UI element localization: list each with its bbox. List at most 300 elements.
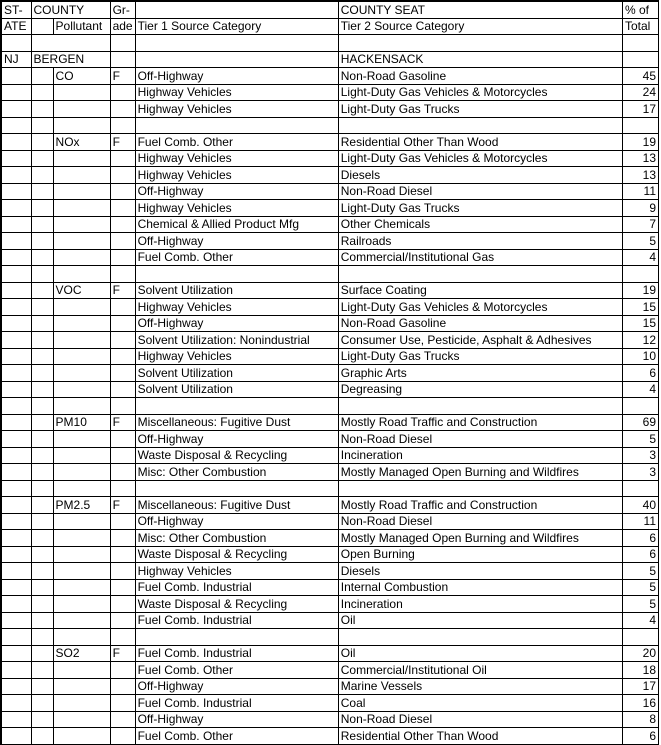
empty-cell	[31, 563, 53, 580]
tier1-cell: Solvent Utilization	[135, 365, 338, 382]
data-row	[1, 563, 659, 580]
tier1-cell: Fuel Comb. Industrial	[135, 612, 338, 629]
empty-cell	[53, 530, 110, 547]
data-row	[1, 530, 659, 547]
empty-cell	[31, 200, 53, 217]
tier1-cell: Off-Highway	[135, 678, 338, 695]
tier2-cell: Incineration	[338, 596, 622, 613]
empty-cell	[53, 365, 110, 382]
empty-cell	[110, 563, 135, 580]
header-state-top: ST-	[1, 1, 31, 18]
empty-cell	[110, 513, 135, 530]
percent-cell: 11	[622, 183, 658, 200]
empty-cell	[1, 282, 31, 299]
empty-cell	[1, 35, 31, 52]
percent-cell: 69	[622, 414, 658, 431]
empty-cell	[53, 447, 110, 464]
empty-cell	[1, 678, 31, 695]
data-row	[1, 645, 659, 662]
empty-cell	[31, 365, 53, 382]
state-cell: NJ	[1, 51, 31, 68]
tier2-cell: Graphic Arts	[338, 365, 622, 382]
empty-cell	[110, 51, 135, 68]
tier2-cell: Residential Other Than Wood	[338, 728, 622, 745]
percent-cell: 9	[622, 200, 658, 217]
empty-cell	[53, 233, 110, 250]
empty-cell	[1, 117, 31, 134]
percent-cell: 18	[622, 662, 658, 679]
location-row	[1, 51, 659, 68]
pollutant-cell: VOC	[53, 282, 110, 299]
data-row	[1, 497, 659, 514]
empty-cell	[53, 711, 110, 728]
header-pollutant: Pollutant	[53, 18, 110, 35]
empty-cell	[53, 348, 110, 365]
tier1-cell: Highway Vehicles	[135, 563, 338, 580]
empty-cell	[53, 315, 110, 332]
empty-cell	[110, 315, 135, 332]
percent-cell: 20	[622, 645, 658, 662]
empty-cell	[110, 84, 135, 101]
empty-cell	[53, 629, 110, 646]
tier2-cell: Diesels	[338, 563, 622, 580]
spacer-row	[1, 266, 659, 283]
data-row	[1, 249, 659, 266]
empty-cell	[31, 480, 53, 497]
empty-cell	[31, 678, 53, 695]
data-row	[1, 464, 659, 481]
header-row-1	[1, 1, 659, 18]
tier1-cell: Chemical & Allied Product Mfg	[135, 216, 338, 233]
data-row	[1, 678, 659, 695]
percent-cell: 3	[622, 464, 658, 481]
percent-cell: 13	[622, 167, 658, 184]
grade-cell: F	[110, 645, 135, 662]
empty-cell	[110, 629, 135, 646]
tier2-cell: Light-Duty Gas Trucks	[338, 101, 622, 118]
data-row	[1, 728, 659, 745]
percent-cell: 5	[622, 596, 658, 613]
empty-cell	[338, 629, 622, 646]
data-row	[1, 216, 659, 233]
tier2-cell: Degreasing	[338, 381, 622, 398]
spacer-row	[1, 35, 659, 52]
data-row	[1, 414, 659, 431]
empty-cell	[53, 101, 110, 118]
empty-cell	[53, 381, 110, 398]
empty-cell	[110, 183, 135, 200]
empty-cell	[1, 365, 31, 382]
tier1-cell: Off-Highway	[135, 711, 338, 728]
empty-cell	[53, 596, 110, 613]
header-row-2	[1, 18, 659, 35]
empty-cell	[622, 117, 658, 134]
empty-cell	[31, 233, 53, 250]
data-row	[1, 447, 659, 464]
tier1-cell: Fuel Comb. Other	[135, 728, 338, 745]
empty-cell	[1, 200, 31, 217]
empty-cell	[110, 464, 135, 481]
empty-cell	[1, 266, 31, 283]
empty-cell	[110, 431, 135, 448]
empty-cell	[31, 579, 53, 596]
empty-cell	[53, 249, 110, 266]
data-row	[1, 299, 659, 316]
tier2-cell: Surface Coating	[338, 282, 622, 299]
tier1-cell: Highway Vehicles	[135, 167, 338, 184]
empty-cell	[31, 629, 53, 646]
percent-cell: 45	[622, 68, 658, 85]
empty-cell	[110, 216, 135, 233]
empty-cell	[1, 216, 31, 233]
tier1-cell: Fuel Comb. Other	[135, 249, 338, 266]
empty-cell	[338, 117, 622, 134]
tier2-cell: Non-Road Gasoline	[338, 68, 622, 85]
empty-cell	[1, 431, 31, 448]
empty-cell	[1, 662, 31, 679]
empty-cell	[53, 183, 110, 200]
empty-cell	[110, 266, 135, 283]
empty-cell	[31, 398, 53, 415]
tier1-cell: Waste Disposal & Recycling	[135, 447, 338, 464]
data-row	[1, 315, 659, 332]
empty-cell	[31, 728, 53, 745]
pollutant-cell: PM2.5	[53, 497, 110, 514]
empty-cell	[110, 530, 135, 547]
spacer-row	[1, 398, 659, 415]
spacer-row	[1, 117, 659, 134]
empty-cell	[31, 497, 53, 514]
empty-cell	[31, 183, 53, 200]
empty-cell	[135, 117, 338, 134]
grade-cell: F	[110, 134, 135, 151]
data-row	[1, 150, 659, 167]
county-seat-cell: HACKENSACK	[338, 51, 622, 68]
tier1-cell: Solvent Utilization: Nonindustrial	[135, 332, 338, 349]
empty-cell	[31, 546, 53, 563]
empty-cell	[53, 117, 110, 134]
empty-cell	[53, 728, 110, 745]
empty-cell	[53, 579, 110, 596]
percent-cell: 11	[622, 513, 658, 530]
percent-cell: 5	[622, 233, 658, 250]
tier2-cell: Coal	[338, 695, 622, 712]
empty-cell	[31, 596, 53, 613]
spacer-row	[1, 629, 659, 646]
tier1-cell: Highway Vehicles	[135, 101, 338, 118]
empty-cell	[135, 35, 338, 52]
tier1-cell: Miscellaneous: Fugitive Dust	[135, 414, 338, 431]
empty-cell	[1, 183, 31, 200]
percent-cell: 4	[622, 612, 658, 629]
grade-cell: F	[110, 414, 135, 431]
empty-cell	[338, 480, 622, 497]
percent-cell: 7	[622, 216, 658, 233]
empty-cell	[31, 612, 53, 629]
tier2-cell: Light-Duty Gas Vehicles & Motorcycles	[338, 84, 622, 101]
empty-cell	[53, 84, 110, 101]
empty-cell	[110, 596, 135, 613]
empty-cell	[1, 332, 31, 349]
empty-cell	[1, 414, 31, 431]
empty-cell	[53, 216, 110, 233]
empty-cell	[110, 348, 135, 365]
empty-cell	[53, 546, 110, 563]
percent-cell: 5	[622, 431, 658, 448]
percent-cell: 6	[622, 546, 658, 563]
empty-cell	[31, 464, 53, 481]
empty-cell	[1, 447, 31, 464]
empty-cell	[53, 332, 110, 349]
empty-cell	[1, 629, 31, 646]
empty-cell	[1, 249, 31, 266]
tier1-cell: Misc: Other Combustion	[135, 530, 338, 547]
data-row	[1, 546, 659, 563]
empty-cell	[110, 299, 135, 316]
empty-cell	[53, 150, 110, 167]
pollutant-cell: NOx	[53, 134, 110, 151]
empty-cell	[135, 266, 338, 283]
percent-cell: 3	[622, 447, 658, 464]
tier2-cell: Mostly Managed Open Burning and Wildfires	[338, 464, 622, 481]
county-cell: BERGEN	[31, 51, 110, 68]
percent-cell: 16	[622, 695, 658, 712]
empty-cell	[1, 348, 31, 365]
percent-cell: 19	[622, 134, 658, 151]
data-row	[1, 332, 659, 349]
percent-cell: 13	[622, 150, 658, 167]
tier1-cell: Fuel Comb. Industrial	[135, 695, 338, 712]
empty-cell	[31, 101, 53, 118]
tier2-cell: Internal Combustion	[338, 579, 622, 596]
empty-cell	[110, 711, 135, 728]
empty-cell	[110, 381, 135, 398]
tier2-cell: Non-Road Gasoline	[338, 315, 622, 332]
percent-cell: 24	[622, 84, 658, 101]
empty-cell	[53, 398, 110, 415]
tier2-cell: Other Chemicals	[338, 216, 622, 233]
header-county-seat: COUNTY SEAT	[338, 1, 622, 18]
tier1-cell: Solvent Utilization	[135, 282, 338, 299]
header-county-blank	[31, 18, 53, 35]
empty-cell	[1, 530, 31, 547]
empty-cell	[135, 480, 338, 497]
data-row	[1, 365, 659, 382]
header-tier2: Tier 2 Source Category	[338, 18, 622, 35]
empty-cell	[1, 381, 31, 398]
empty-cell	[338, 35, 622, 52]
tier2-cell: Non-Road Diesel	[338, 711, 622, 728]
tier2-cell: Consumer Use, Pesticide, Asphalt & Adhesives	[338, 332, 622, 349]
empty-cell	[1, 645, 31, 662]
tier1-cell: Fuel Comb. Industrial	[135, 579, 338, 596]
header-county: COUNTY	[31, 1, 110, 18]
percent-cell: 40	[622, 497, 658, 514]
tier1-cell: Misc: Other Combustion	[135, 464, 338, 481]
tier2-cell: Railroads	[338, 233, 622, 250]
tier2-cell: Non-Road Diesel	[338, 513, 622, 530]
empty-cell	[1, 546, 31, 563]
header-grade-top: Gr-	[110, 1, 135, 18]
empty-cell	[1, 398, 31, 415]
empty-cell	[1, 134, 31, 151]
empty-cell	[110, 35, 135, 52]
empty-cell	[338, 398, 622, 415]
empty-cell	[53, 513, 110, 530]
empty-cell	[31, 431, 53, 448]
tier1-cell: Highway Vehicles	[135, 84, 338, 101]
empty-cell	[622, 398, 658, 415]
empty-cell	[1, 480, 31, 497]
data-row	[1, 579, 659, 596]
empty-cell	[1, 497, 31, 514]
header-grade-bottom: ade	[110, 18, 135, 35]
tier1-cell: Miscellaneous: Fugitive Dust	[135, 497, 338, 514]
empty-cell	[110, 150, 135, 167]
grade-cell: F	[110, 68, 135, 85]
data-row	[1, 513, 659, 530]
tier1-cell: Highway Vehicles	[135, 348, 338, 365]
percent-cell: 6	[622, 728, 658, 745]
pollutant-cell: CO	[53, 68, 110, 85]
empty-cell	[1, 101, 31, 118]
empty-cell	[53, 612, 110, 629]
empty-cell	[110, 233, 135, 250]
empty-cell	[110, 365, 135, 382]
percent-cell: 17	[622, 101, 658, 118]
tier2-cell: Commercial/Institutional Gas	[338, 249, 622, 266]
empty-cell	[135, 51, 338, 68]
header-blank	[135, 1, 338, 18]
header-percent-bottom: Total	[622, 18, 658, 35]
data-row	[1, 134, 659, 151]
empty-cell	[31, 266, 53, 283]
empty-cell	[31, 332, 53, 349]
empty-cell	[1, 612, 31, 629]
empty-cell	[135, 629, 338, 646]
data-row	[1, 711, 659, 728]
tier1-cell: Off-Highway	[135, 431, 338, 448]
data-row	[1, 348, 659, 365]
tier2-cell: Marine Vessels	[338, 678, 622, 695]
empty-cell	[110, 612, 135, 629]
empty-cell	[31, 68, 53, 85]
percent-cell: 17	[622, 678, 658, 695]
empty-cell	[53, 299, 110, 316]
empty-cell	[110, 546, 135, 563]
empty-cell	[110, 332, 135, 349]
data-row	[1, 381, 659, 398]
tier1-cell: Off-Highway	[135, 233, 338, 250]
percent-cell: 12	[622, 332, 658, 349]
empty-cell	[1, 711, 31, 728]
data-row	[1, 233, 659, 250]
empty-cell	[1, 233, 31, 250]
empty-cell	[110, 200, 135, 217]
empty-cell	[31, 513, 53, 530]
data-row	[1, 68, 659, 85]
empty-cell	[1, 68, 31, 85]
tier1-cell: Fuel Comb. Other	[135, 662, 338, 679]
data-row	[1, 282, 659, 299]
data-row	[1, 662, 659, 679]
percent-cell: 4	[622, 381, 658, 398]
data-row	[1, 431, 659, 448]
tier2-cell: Light-Duty Gas Vehicles & Motorcycles	[338, 299, 622, 316]
empty-cell	[110, 447, 135, 464]
empty-cell	[31, 249, 53, 266]
empty-cell	[31, 447, 53, 464]
percent-cell: 15	[622, 299, 658, 316]
emissions-table-body	[1, 1, 659, 744]
empty-cell	[110, 579, 135, 596]
spacer-row	[1, 480, 659, 497]
data-row	[1, 695, 659, 712]
tier2-cell: Mostly Road Traffic and Construction	[338, 497, 622, 514]
tier1-cell: Off-Highway	[135, 315, 338, 332]
tier1-cell: Fuel Comb. Industrial	[135, 645, 338, 662]
empty-cell	[1, 299, 31, 316]
tier1-cell: Fuel Comb. Other	[135, 134, 338, 151]
tier2-cell: Non-Road Diesel	[338, 431, 622, 448]
empty-cell	[31, 167, 53, 184]
header-percent-top: % of	[622, 1, 658, 18]
empty-cell	[31, 84, 53, 101]
empty-cell	[622, 266, 658, 283]
data-row	[1, 200, 659, 217]
empty-cell	[1, 695, 31, 712]
percent-cell: 19	[622, 282, 658, 299]
empty-cell	[53, 480, 110, 497]
empty-cell	[110, 728, 135, 745]
empty-cell	[622, 51, 658, 68]
tier2-cell: Light-Duty Gas Trucks	[338, 348, 622, 365]
empty-cell	[31, 315, 53, 332]
empty-cell	[31, 35, 110, 52]
tier2-cell: Open Burning	[338, 546, 622, 563]
tier1-cell: Highway Vehicles	[135, 200, 338, 217]
empty-cell	[31, 662, 53, 679]
empty-cell	[1, 464, 31, 481]
empty-cell	[110, 167, 135, 184]
empty-cell	[31, 134, 53, 151]
empty-cell	[31, 282, 53, 299]
tier1-cell: Waste Disposal & Recycling	[135, 596, 338, 613]
data-row	[1, 183, 659, 200]
pollutant-cell: PM10	[53, 414, 110, 431]
empty-cell	[110, 398, 135, 415]
empty-cell	[53, 678, 110, 695]
empty-cell	[1, 513, 31, 530]
tier2-cell: Mostly Managed Open Burning and Wildfires	[338, 530, 622, 547]
tier1-cell: Off-Highway	[135, 513, 338, 530]
empty-cell	[31, 711, 53, 728]
percent-cell: 15	[622, 315, 658, 332]
empty-cell	[1, 150, 31, 167]
tier2-cell: Mostly Road Traffic and Construction	[338, 414, 622, 431]
empty-cell	[53, 695, 110, 712]
percent-cell: 10	[622, 348, 658, 365]
empty-cell	[110, 101, 135, 118]
grade-cell: F	[110, 497, 135, 514]
tier1-cell: Waste Disposal & Recycling	[135, 546, 338, 563]
empty-cell	[31, 150, 53, 167]
empty-cell	[53, 563, 110, 580]
empty-cell	[1, 84, 31, 101]
percent-cell: 5	[622, 563, 658, 580]
empty-cell	[110, 117, 135, 134]
tier2-cell: Non-Road Diesel	[338, 183, 622, 200]
